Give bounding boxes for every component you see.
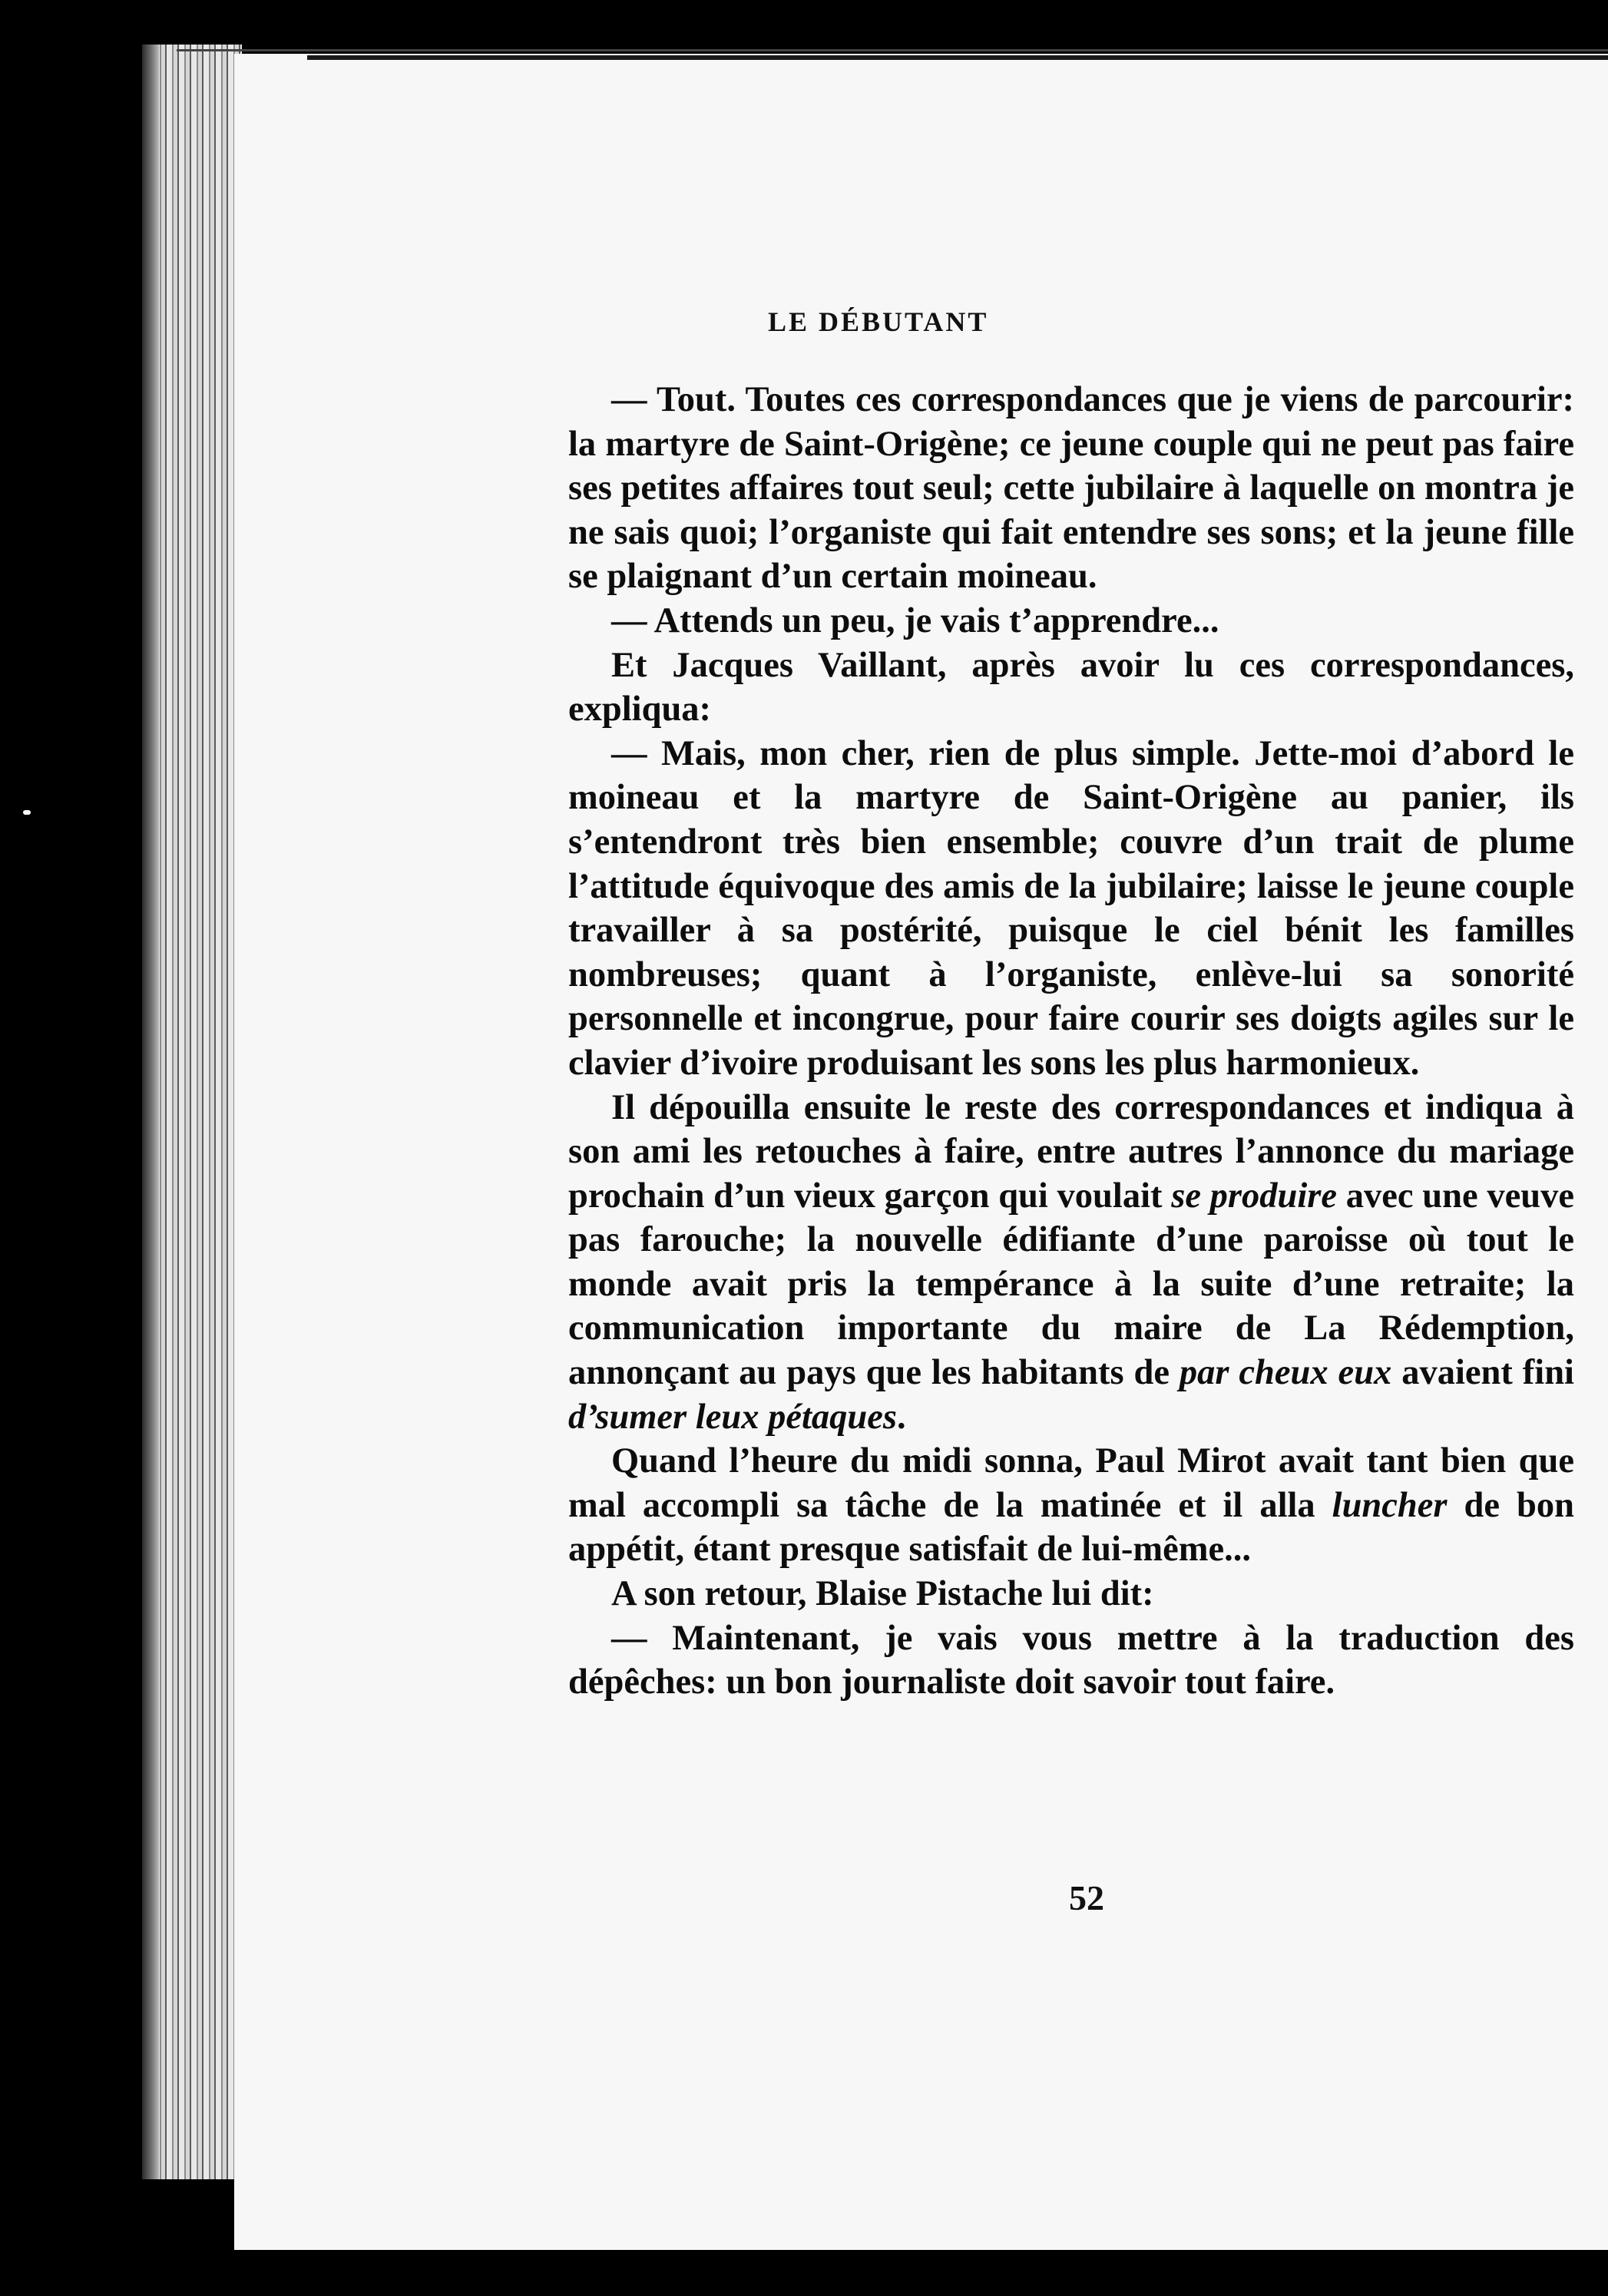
paragraph-text: Il dépouilla ensuite le reste des correspondances et indiqua à son ami les retouches à faire, entre autres l’annonce du mariage prochain d’un vieux garçon qui voulait	[568, 1087, 1574, 1216]
paragraph-5	[568, 1086, 1574, 1440]
paragraph-4	[568, 732, 1574, 1086]
paragraph-1	[568, 378, 1574, 599]
paragraph-text: Et Jacques Vaillant, après avoir lu ces correspondances, expliqua:	[568, 645, 1574, 729]
paragraph-text: avaient fini	[1391, 1353, 1574, 1393]
paragraph-2	[568, 599, 1574, 643]
body-text	[568, 378, 1574, 1705]
italic-phrase: par cheux eux	[1179, 1353, 1392, 1393]
binding-gutter	[142, 45, 159, 2179]
page-number: 52	[1069, 1878, 1104, 1917]
paragraph-3	[568, 643, 1574, 732]
paragraph-text: de bon appétit, étant presque satisfait de lui-même...	[568, 1485, 1574, 1570]
paragraph-text: — Tout. Toutes ces correspondances que je viens de parcourir: la martyre de Saint-Origène; ce jeune couple qui ne peut pas faire ses petites affaires tout seul; cette jubilaire à laquelle on montra je ne sais quoi; l’organiste qui fait entendre ses sons; et la jeune fille se plaignant d’un certain moineau.	[568, 380, 1574, 597]
paragraph-text: Quand l’heure du midi sonna, Paul Mirot avait tant bien que mal accompli sa tâche de la matinée et il alla	[568, 1441, 1574, 1525]
paragraph-text: avec une veuve pas farouche; la nouvelle édifiante d’une paroisse où tout le monde avait pris la tempérance à la suite d’une retraite; la communication importante du maire de La Rédemption, annonçant au pays que les habitants de	[568, 1176, 1574, 1393]
page-top-shadow	[307, 55, 1608, 60]
paragraph-7	[568, 1572, 1574, 1616]
italic-phrase: luncher	[1332, 1485, 1448, 1525]
paragraph-text: .	[896, 1397, 906, 1437]
paragraph-text: — Attends un peu, je vais t’apprendre...	[611, 600, 1219, 640]
running-header: LE DÉBUTANT	[768, 306, 989, 337]
paragraph-text: — Maintenant, je vais vous mettre à la traduction des dépêches: un bon journaliste doit savoir tout faire.	[568, 1618, 1574, 1702]
paragraph-6	[568, 1439, 1574, 1572]
paragraph-text: A son retour, Blaise Pistache lui dit:	[611, 1574, 1154, 1614]
italic-phrase: d’sumer leux pétaques	[568, 1397, 897, 1437]
page-top-edge	[177, 49, 1608, 51]
italic-phrase: se produire	[1171, 1176, 1338, 1216]
paragraph-text: — Mais, mon cher, rien de plus simple. Jette-moi d’abord le moineau et la martyre de Saint-Origène au panier, ils s’entendront très bien ensemble; couvre d’un trait de plume l’attitude équivoque des amis de la jubilaire; laisse le jeune couple travailler à sa postérité, puisque le ciel bénit les familles nombreuses; quant à l’organiste, enlève-lui sa sonorité personnelle et incongrue, pour faire courir ses doigts agiles sur le clavier d’ivoire produisant les sons les plus harmonieux.	[568, 733, 1574, 1083]
scan-speck	[23, 810, 31, 815]
paragraph-8	[568, 1616, 1574, 1705]
